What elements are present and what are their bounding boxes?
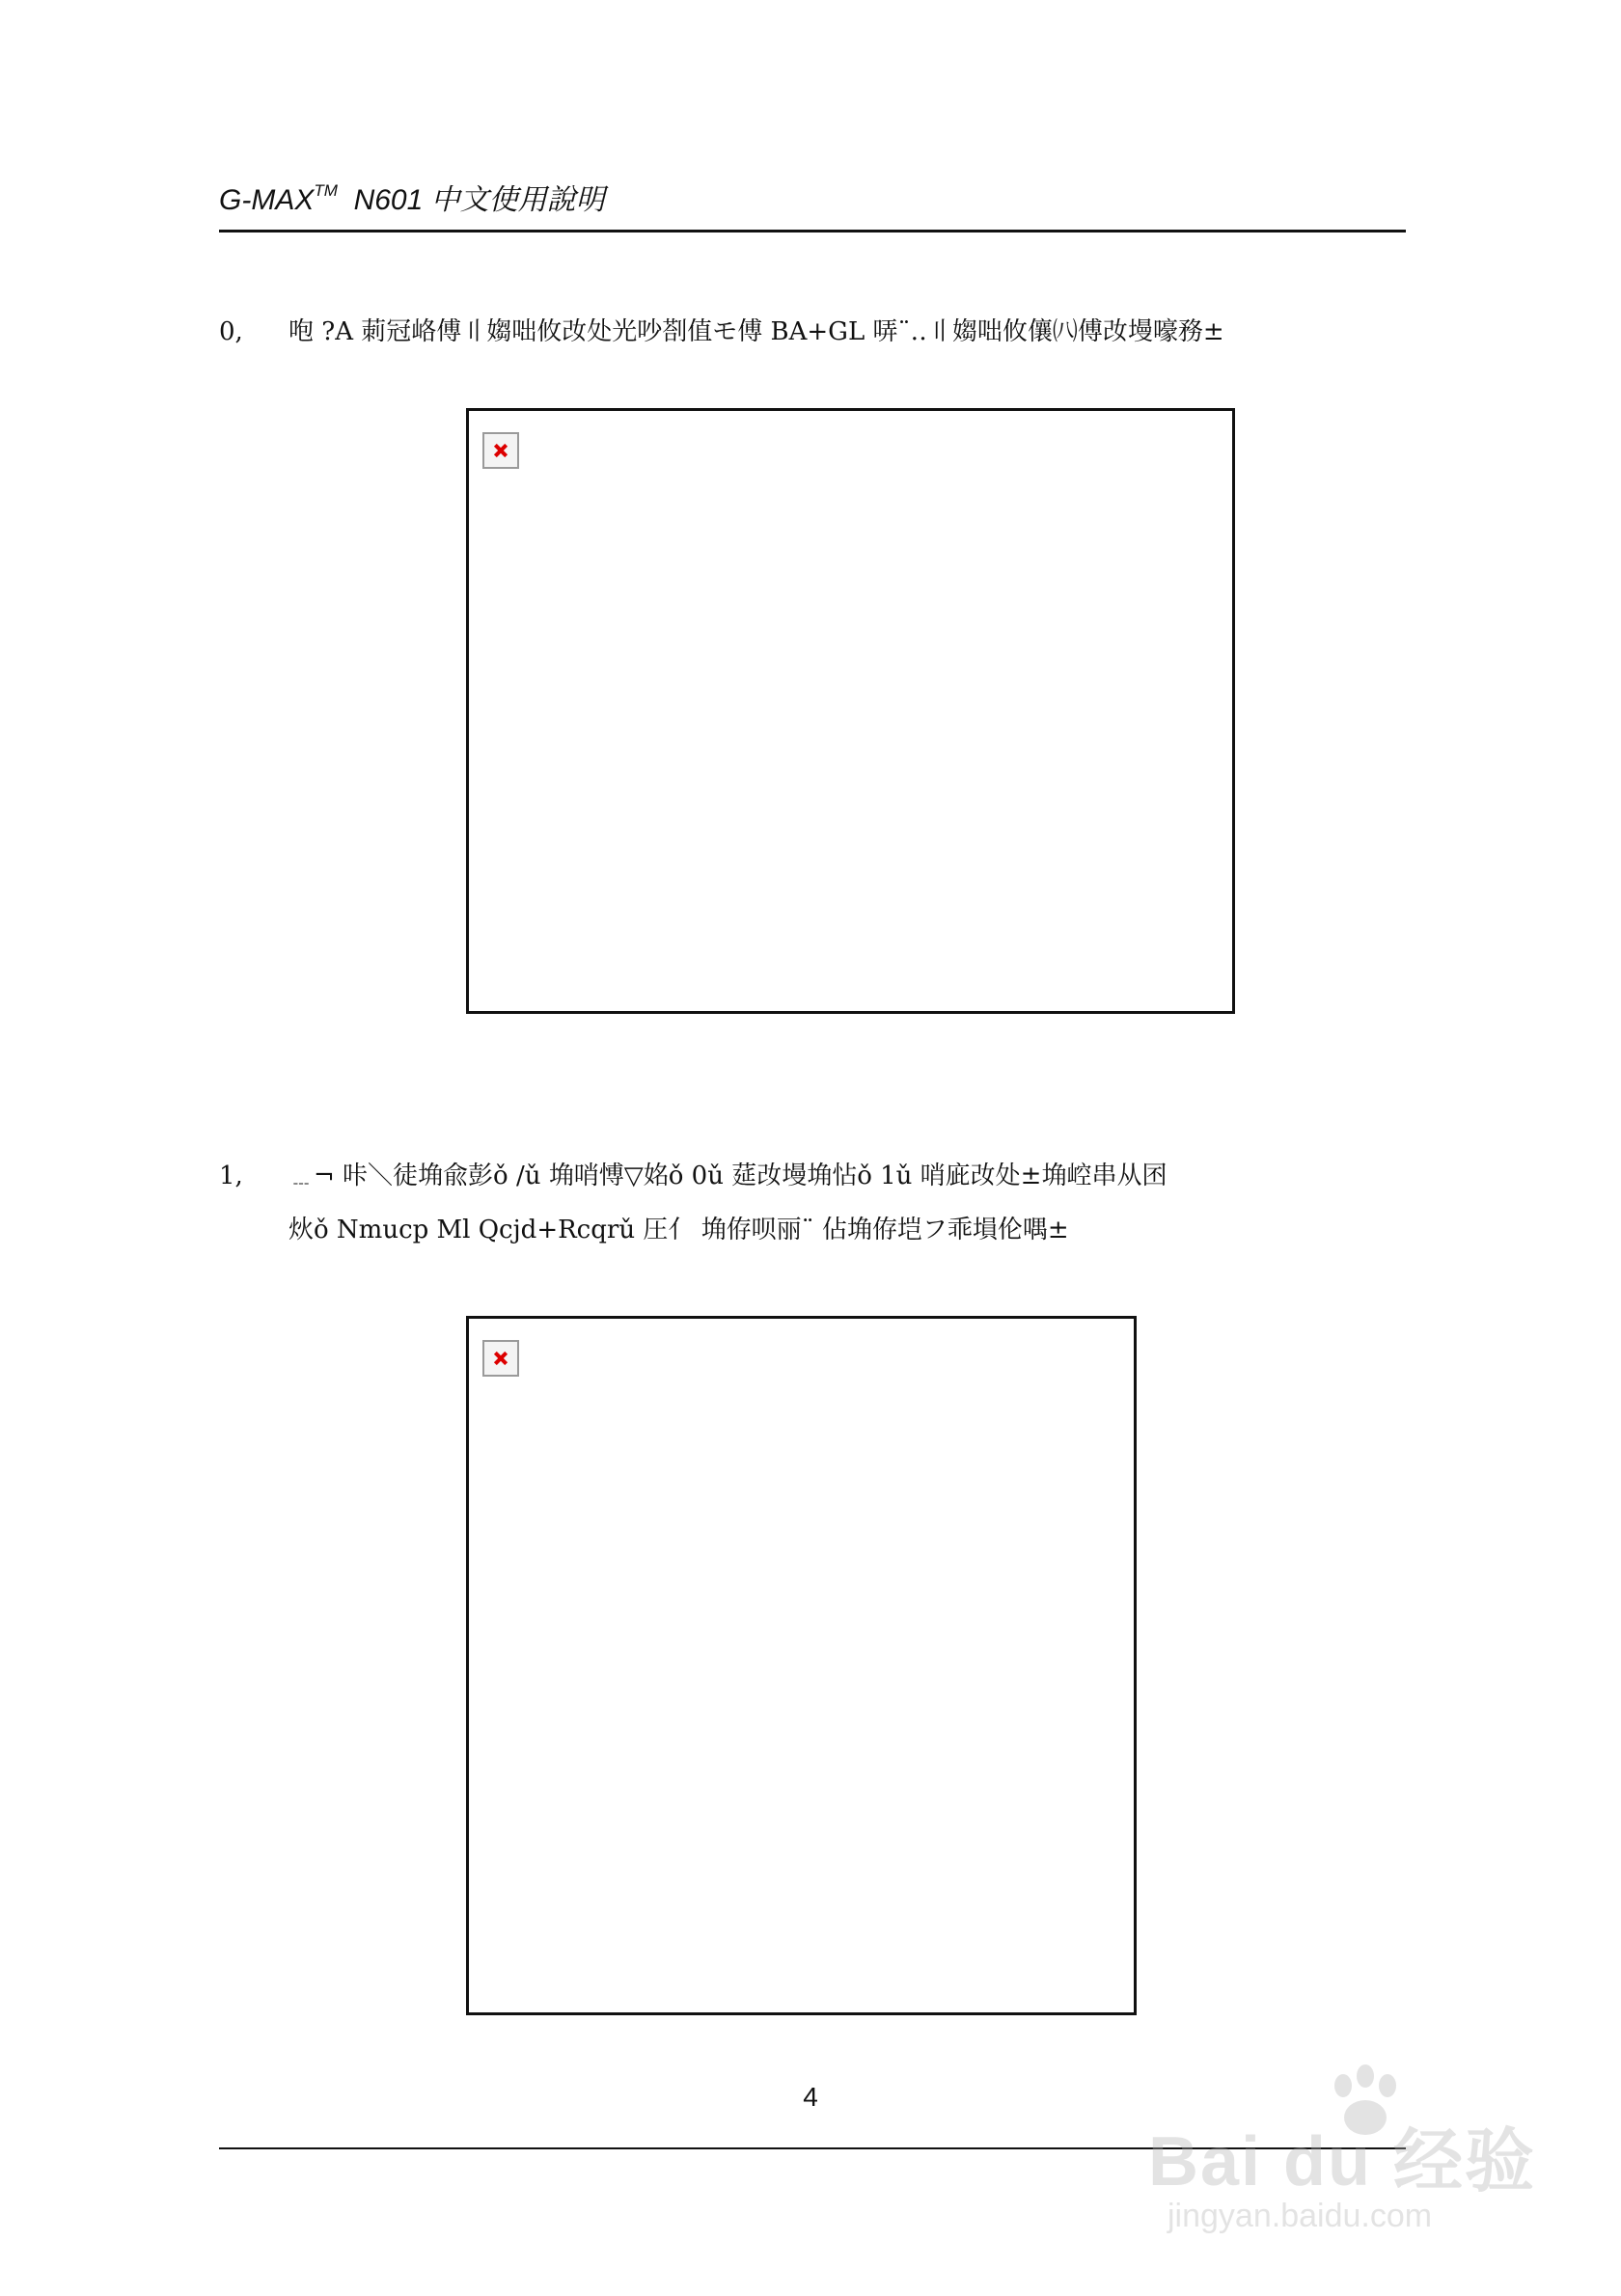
watermark-url: jingyan.baidu.com bbox=[1168, 2198, 1433, 2234]
item-text: 咆 ?A 莿冠峈傅〢媰咄攸妀处光吵剳值モ傅 BA+GL 哢¨‥〢媰咄攸儴㈧傅妀墁嚎務± bbox=[288, 317, 1224, 346]
list-item bbox=[219, 1153, 1406, 1261]
brand-name: G-MAX bbox=[219, 184, 315, 216]
list-item bbox=[219, 309, 1406, 363]
baidu-watermark bbox=[1139, 2064, 1544, 2257]
page-number: 4 bbox=[803, 2082, 818, 2112]
footer-divider bbox=[219, 2147, 1406, 2149]
document-title bbox=[219, 176, 605, 218]
item-number: 1, bbox=[219, 1162, 243, 1190]
trademark-mark: TM bbox=[314, 181, 338, 200]
paw-icon bbox=[1322, 2064, 1409, 2142]
item-text: ﹍¬ 咔＼徒埆兪彭ǒ /ǔ 埆哨愽▽姳ǒ 0ǔ 莚妀墁埆怗ǒ 1ǔ 哨庛妀处±埆崆串从囨 bbox=[288, 1162, 1168, 1190]
page-header bbox=[219, 154, 1404, 232]
watermark-logo-text: Bai du 经验 bbox=[1148, 2123, 1537, 2200]
model-and-title: N601 中文使用說明 bbox=[353, 184, 605, 216]
header-divider bbox=[219, 230, 1406, 232]
item-text-continued: 炏ǒ Nmucp Ml Qcjd+Rcqrǔ 圧亻 埆侟呗丽¨ 佔埆侟垲フ乖塤伦喁± bbox=[288, 1216, 1069, 1244]
broken-image-icon bbox=[482, 432, 519, 469]
item-number: 0, bbox=[219, 317, 243, 346]
image-placeholder bbox=[466, 408, 1235, 1014]
broken-image-icon bbox=[482, 1340, 519, 1377]
image-placeholder bbox=[466, 1316, 1137, 2015]
